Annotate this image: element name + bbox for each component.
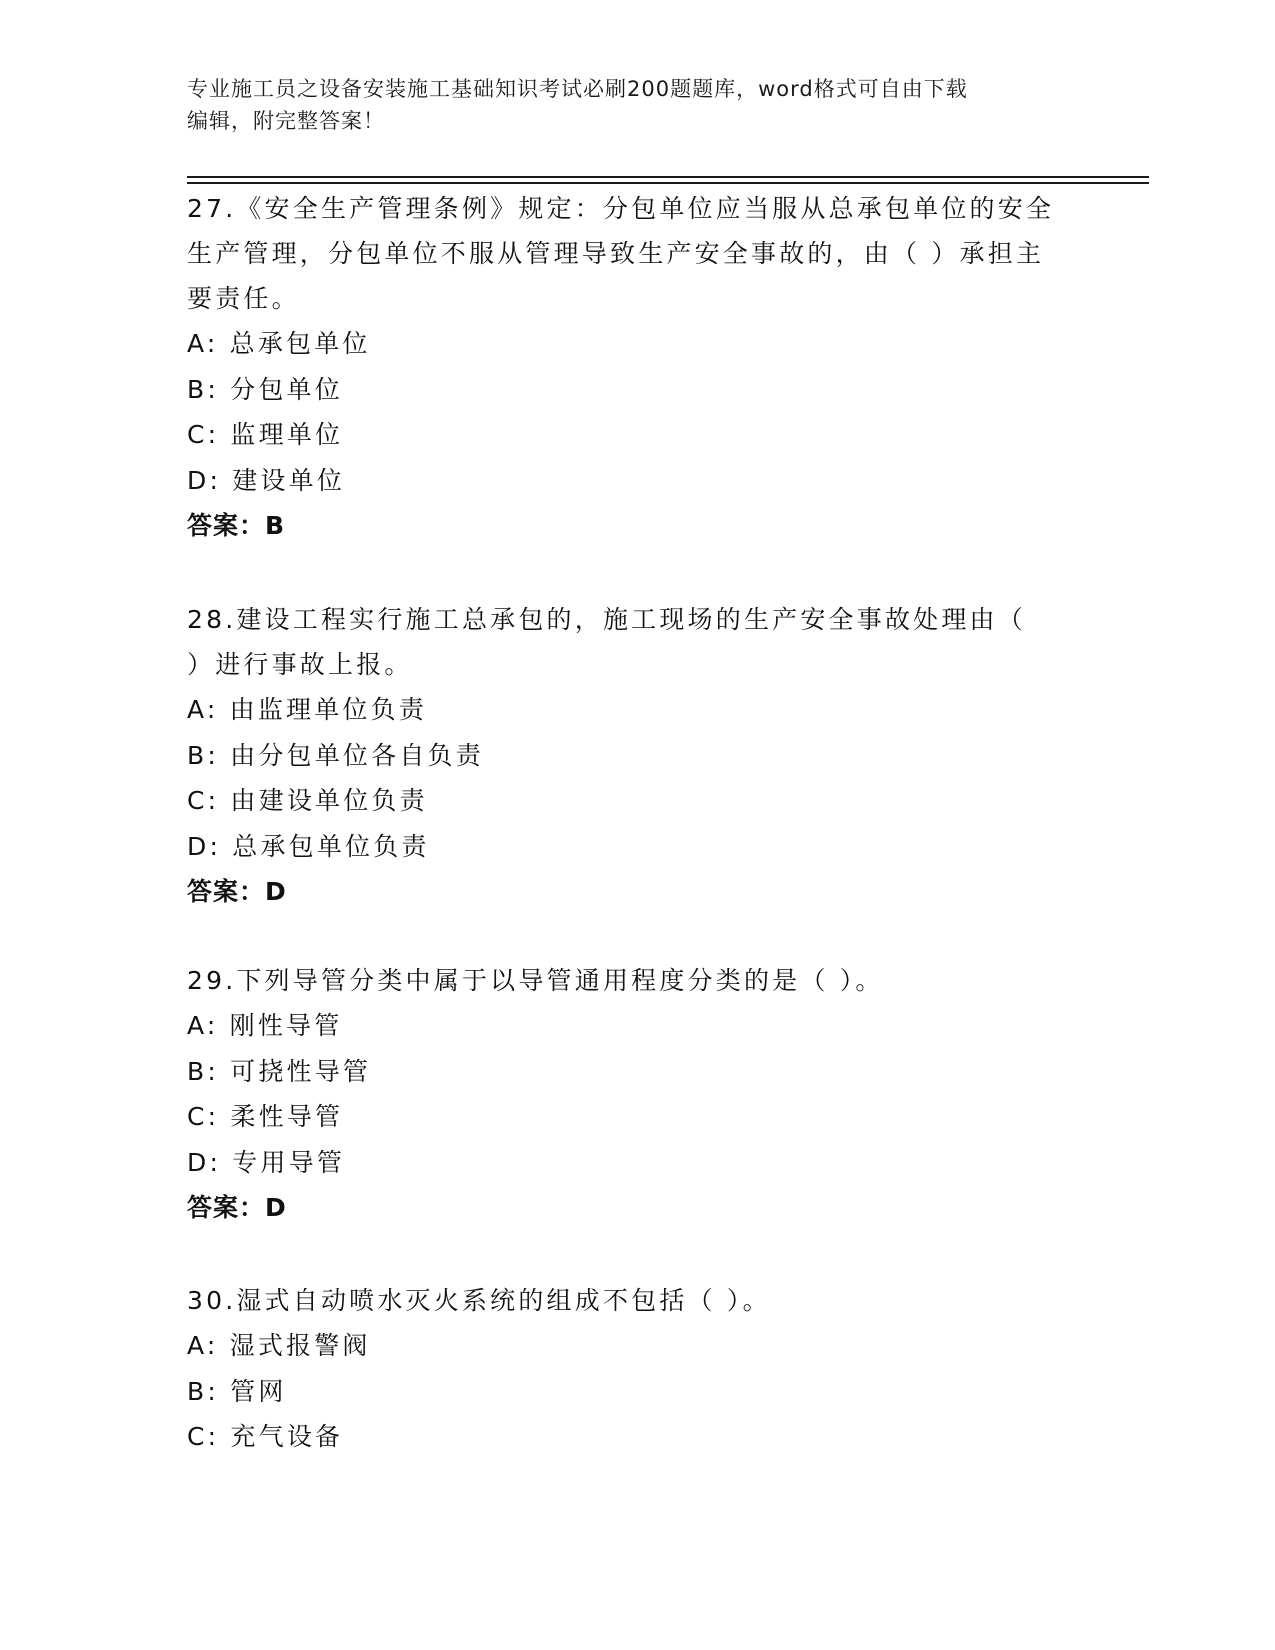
question-stem [187, 186, 1087, 321]
question-stem-line: 27.《安全生产管理条例》规定：分包单位应当服从总承包单位的安全 [187, 194, 1055, 223]
answer: 答案：B [187, 511, 286, 540]
question-28 [187, 597, 1087, 914]
question-30 [187, 1278, 1087, 1460]
question-27 [187, 186, 1087, 548]
question-stem [187, 597, 1087, 687]
option-c: C: 充气设备 [187, 1422, 344, 1451]
question-stem-line: 生产管理，分包单位不服从管理导致生产安全事故的，由（ ）承担主 [187, 239, 1045, 268]
option-b: B: 分包单位 [187, 374, 343, 404]
option-b: B: 可挠性导管 [187, 1056, 372, 1086]
option-d: D: 总承包单位负责 [187, 831, 430, 861]
question-stem [187, 958, 1087, 1003]
option-d: D: 建设单位 [187, 465, 346, 495]
header-divider-top [187, 176, 1149, 178]
option-a: A: 总承包单位 [187, 329, 371, 358]
option-a: A: 刚性导管 [187, 1011, 343, 1040]
question-stem-line: 要责任。 [187, 284, 300, 313]
answer: 答案：D [187, 1193, 287, 1222]
option-c: C: 柔性导管 [187, 1102, 344, 1131]
question-stem-line: 28.建设工程实行施工总承包的，施工现场的生产安全事故处理由（ [187, 605, 1026, 634]
option-b: B: 管网 [187, 1376, 287, 1406]
option-b: B: 由分包单位各自负责 [187, 740, 484, 770]
option-a: A: 由监理单位负责 [187, 695, 428, 724]
answer: 答案：D [187, 877, 287, 906]
question-stem-line: 29.下列导管分类中属于以导管通用程度分类的是（ ）。 [187, 966, 884, 995]
question-stem-line: ）进行事故上报。 [187, 650, 413, 679]
option-c: C: 监理单位 [187, 420, 344, 449]
document-header [187, 73, 1067, 137]
option-d: D: 专用导管 [187, 1147, 346, 1177]
header-line-2: 编辑，附完整答案！ [187, 109, 385, 133]
question-29 [187, 958, 1087, 1230]
header-line-1: 专业施工员之设备安装施工基础知识考试必刷200题题库，word格式可自由下载 [187, 77, 968, 101]
option-c: C: 由建设单位负责 [187, 786, 428, 815]
question-stem [187, 1278, 1087, 1323]
option-a: A: 湿式报警阀 [187, 1331, 371, 1360]
header-divider-bottom [187, 182, 1149, 184]
question-stem-line: 30.湿式自动喷水灭火系统的组成不包括（ ）。 [187, 1286, 771, 1315]
